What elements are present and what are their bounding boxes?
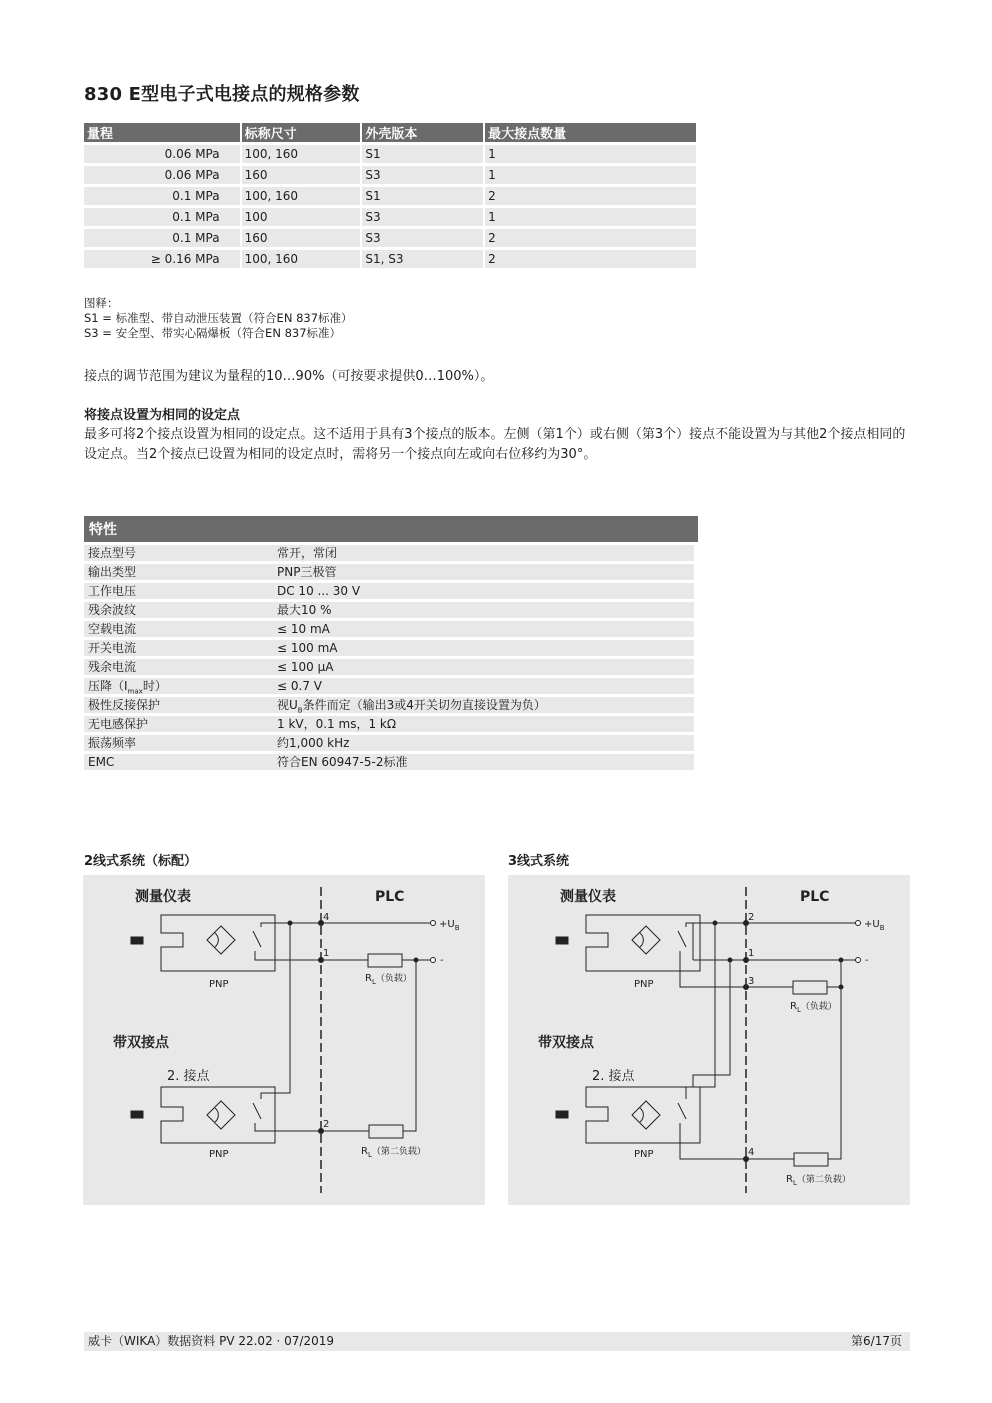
same-setpoint-title: 将接点设置为相同的设定点 — [84, 408, 241, 423]
table-row — [84, 716, 694, 732]
adjust-note: 接点的调节范围为建议为量程的10…90%（可按要求提供0…100%）。 — [84, 369, 494, 384]
plc-label: PLC — [375, 889, 405, 905]
sensor-diamond-icon — [207, 926, 235, 954]
char-value: 符合EN 60947-5-2标准 — [277, 755, 408, 769]
terminal-ub — [856, 921, 861, 926]
terminal-label: 2 — [323, 1119, 330, 1130]
cell-case: S1 — [362, 187, 483, 205]
rl-label — [786, 1173, 851, 1187]
pnp-label: PNP — [209, 979, 229, 990]
pointer-shape — [556, 1111, 568, 1118]
char-value: 约1,000 kHz — [277, 736, 350, 750]
table-row — [84, 583, 694, 599]
cell-size: 100 — [242, 208, 361, 226]
char-value: DC 10 ... 30 V — [277, 584, 361, 598]
char-key: 开关电流 — [88, 641, 137, 655]
minus-label: - — [865, 955, 869, 966]
cell-range: 0.1 MPa — [84, 208, 240, 226]
switch-contact — [678, 1103, 686, 1119]
wire-return — [403, 960, 416, 1131]
terminal-label: 4 — [323, 912, 330, 923]
ub-label — [864, 919, 885, 932]
legend — [84, 296, 353, 341]
cell-size: 100, 160 — [242, 145, 361, 163]
cell-case: S3 — [362, 208, 483, 226]
two-wire-title: 2线式系统（标配） — [84, 854, 198, 869]
rl-sub: L — [796, 1006, 801, 1014]
char-key: 残余波纹 — [88, 603, 137, 617]
cell-contacts: 1 — [485, 166, 696, 184]
char-value: ≤ 100 µA — [277, 660, 334, 674]
table-row — [84, 187, 696, 205]
cell-contacts: 2 — [485, 229, 696, 247]
ub-sub: B — [454, 924, 460, 932]
wire-minus-2 — [693, 960, 730, 1087]
wire-out-1 — [255, 951, 368, 960]
switch-contact — [253, 1103, 261, 1119]
spec-table — [82, 120, 698, 271]
footer-doc-id: 威卡（WIKA）数据资料 PV 22.02 · 07/2019 — [88, 1334, 334, 1348]
char-key-sub: max — [127, 687, 143, 696]
wire-load-2 — [828, 987, 841, 1159]
rl-label — [361, 1145, 426, 1159]
cell-contacts: 2 — [485, 187, 696, 205]
table-row — [84, 621, 694, 637]
table-row — [84, 640, 694, 656]
terminal-label: 1 — [748, 948, 755, 959]
char-value: 最大10 % — [277, 603, 332, 617]
footer-page-number: 第6/17页 — [851, 1334, 902, 1348]
char-key: 接点型号 — [88, 546, 137, 560]
char-key: EMC — [88, 755, 115, 769]
header-case: 外壳版本 — [362, 123, 483, 142]
legend-s3: S3 = 安全型、带实心隔爆板（符合EN 837标准） — [84, 326, 342, 340]
table-row — [84, 564, 694, 580]
cell-case: S1 — [362, 145, 483, 163]
terminal-minus — [431, 958, 436, 963]
cell-contacts: 1 — [485, 145, 696, 163]
cell-size: 160 — [242, 229, 361, 247]
header-size: 标称尺寸 — [242, 123, 361, 142]
three-wire-diagram — [508, 875, 910, 1205]
load-resistor-1 — [793, 981, 827, 994]
three-wire-title: 3线式系统 — [508, 854, 570, 869]
char-key: 振荡频率 — [88, 736, 137, 750]
char-key: 输出类型 — [88, 565, 137, 579]
switch-contact — [678, 931, 686, 947]
sensor-arc — [640, 1108, 643, 1122]
rl-label — [365, 972, 412, 986]
table-row — [84, 754, 694, 770]
header-range: 量程 — [84, 123, 240, 142]
legend-s1: S1 = 标准型、带自动泄压装置（符合EN 837标准） — [84, 311, 353, 325]
spec-table-header — [84, 123, 696, 142]
rl-sub: L — [371, 978, 376, 986]
table-row — [84, 735, 694, 751]
char-value: ≤ 0.7 V — [277, 679, 322, 693]
cell-range: ≥ 0.16 MPa — [84, 250, 240, 268]
plc-label: PLC — [800, 889, 830, 905]
rl-label — [790, 1000, 837, 1014]
sensor-arc — [215, 1108, 218, 1122]
wire-out-2 — [255, 1123, 369, 1131]
char-value-sub: B — [297, 706, 303, 715]
table-row — [84, 659, 694, 675]
second-contact-label: 2. 接点 — [167, 1069, 210, 1084]
instrument-label: 测量仪表 — [560, 889, 616, 905]
terminal-label: 1 — [323, 948, 330, 959]
char-value: 1 kV，0.1 ms，1 kΩ — [277, 717, 397, 731]
pnp-label: PNP — [634, 979, 654, 990]
table-row — [84, 145, 696, 163]
char-key: 极性反接保护 — [88, 698, 161, 712]
char-value: ≤ 100 mA — [277, 641, 338, 655]
ub-label — [439, 919, 460, 932]
char-value-text: 条件而定（输出3或4开关切勿直接设置为负） — [302, 698, 546, 712]
terminal-minus — [856, 958, 861, 963]
cell-range: 0.06 MPa — [84, 166, 240, 184]
rl-text: R — [786, 1174, 793, 1185]
ub-sub: B — [879, 924, 885, 932]
ub-text: +U — [864, 919, 880, 930]
char-value: ≤ 10 mA — [277, 622, 330, 636]
char-value: 常开，常闭 — [277, 546, 338, 560]
wire-ub-1 — [261, 923, 433, 927]
minus-label: - — [440, 955, 444, 966]
table-row — [84, 208, 696, 226]
table-row — [84, 697, 694, 713]
same-setpoint-text: 最多可将2个接点设置为相同的设定点。这不适用于具有3个接点的版本。左侧（第1个）或右侧（第3个）接点不能设置为与其他2个接点相同的设定点。当2个接点已设置为相同的设定点时，需将另一个接点向左或向右位移约为30°。 — [84, 427, 906, 462]
wire-ub — [686, 923, 858, 927]
terminal-ub — [431, 921, 436, 926]
cell-case: S3 — [362, 166, 483, 184]
cell-size: 100, 160 — [242, 187, 361, 205]
char-value-text: 视U — [277, 698, 298, 712]
load-resistor-2 — [369, 1125, 403, 1138]
legend-title: 图释： — [84, 296, 119, 310]
cell-contacts: 1 — [485, 208, 696, 226]
ub-text: +U — [439, 919, 455, 930]
char-value: PNP三极管 — [277, 565, 337, 579]
table-row — [84, 602, 694, 618]
rl-text: R — [365, 973, 372, 984]
load-text: （负载） — [375, 974, 412, 984]
char-value-polarity — [277, 697, 694, 713]
table-row — [84, 166, 696, 184]
pointer-shape — [556, 937, 568, 944]
pnp-label: PNP — [209, 1149, 229, 1160]
load-resistor-2 — [794, 1153, 828, 1166]
cell-contacts: 2 — [485, 250, 696, 268]
page-title: 830 E型电子式电接点的规格参数 — [84, 84, 360, 105]
char-key-text: 时） — [142, 679, 167, 693]
load-text: （第二负载） — [371, 1147, 426, 1157]
header-max-contacts: 最大接点数量 — [485, 123, 696, 142]
two-wire-diagram — [83, 875, 485, 1205]
terminal-label: 3 — [748, 976, 755, 987]
switch-contact — [253, 931, 261, 947]
sensor-diamond-icon — [207, 1101, 235, 1129]
terminal-label: 4 — [748, 1147, 755, 1158]
wire-out-3 — [680, 951, 793, 987]
cell-size: 100, 160 — [242, 250, 361, 268]
rl-sub: L — [367, 1151, 372, 1159]
sensor-diamond-icon — [632, 926, 660, 954]
dual-contact-label: 带双接点 — [113, 1035, 169, 1051]
cell-range: 0.06 MPa — [84, 145, 240, 163]
load-text: （第二负载） — [796, 1175, 851, 1185]
cell-range: 0.1 MPa — [84, 229, 240, 247]
table-row — [84, 545, 694, 561]
char-key-voltage-drop — [84, 678, 277, 694]
characteristics-table — [84, 516, 698, 770]
char-key: 无电感保护 — [88, 717, 149, 731]
dual-contact-label: 带双接点 — [538, 1035, 594, 1051]
pointer-shape — [131, 937, 143, 944]
char-key: 空载电流 — [88, 622, 137, 636]
rl-text: R — [790, 1001, 797, 1012]
cell-case: S3 — [362, 229, 483, 247]
node — [839, 958, 843, 962]
footer — [84, 1332, 910, 1351]
table-row — [84, 250, 696, 268]
char-key: 工作电压 — [88, 584, 137, 598]
sensor-arc — [640, 933, 643, 947]
rl-sub: L — [792, 1179, 797, 1187]
wire-load-1 — [827, 960, 841, 987]
wire-out-4 — [680, 1123, 794, 1159]
char-key: 残余电流 — [88, 660, 137, 674]
cell-size: 160 — [242, 166, 361, 184]
terminal-label: 2 — [748, 912, 755, 923]
pnp-label: PNP — [634, 1149, 654, 1160]
rl-text: R — [361, 1146, 368, 1157]
characteristics-header: 特性 — [84, 516, 698, 542]
char-key-text: 压降（I — [88, 679, 128, 693]
table-row — [84, 678, 694, 694]
sensor-diamond-icon — [632, 1101, 660, 1129]
cell-case: S1, S3 — [362, 250, 483, 268]
load-resistor-1 — [368, 954, 402, 967]
pointer-shape — [131, 1111, 143, 1118]
instrument-label: 测量仪表 — [135, 889, 191, 905]
sensor-arc — [215, 933, 218, 947]
cell-range: 0.1 MPa — [84, 187, 240, 205]
second-contact-label: 2. 接点 — [592, 1069, 635, 1084]
table-row — [84, 229, 696, 247]
load-text: （负载） — [800, 1002, 837, 1012]
